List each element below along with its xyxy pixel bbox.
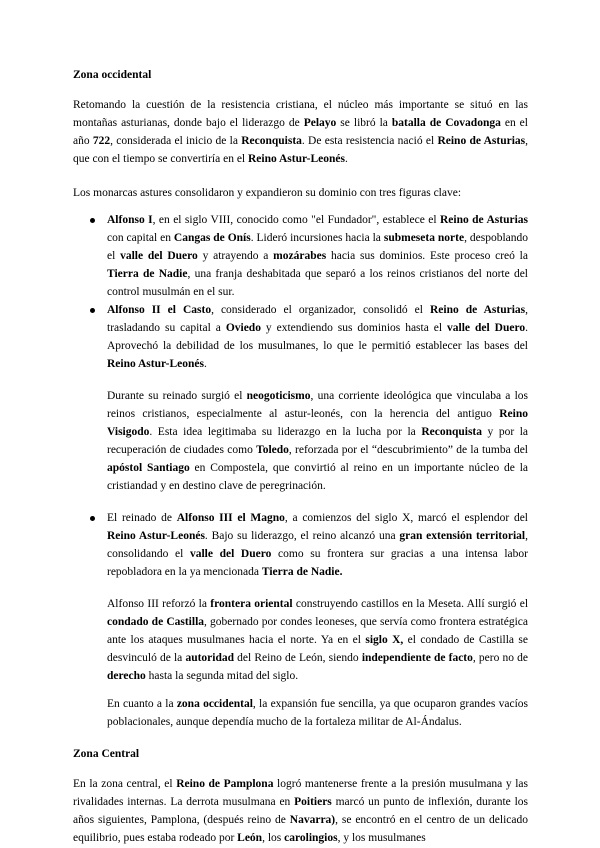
text-run: . Esta idea legitimaba su liderazgo en la lucha por la	[149, 426, 422, 438]
text-run: , gobernado por condes leoneses, que servía como frontera estratégica ante los ataques musulmanes hacia el norte. Ya en el	[107, 616, 528, 646]
bold-text: Reconquista	[241, 135, 302, 147]
neogoticismo-paragraph	[107, 387, 528, 495]
text-run: , reforzada por el “descubrimiento” de la tumba del	[288, 444, 529, 456]
bold-text: autoridad	[185, 652, 235, 664]
list-item-alfonso-ii	[73, 301, 528, 373]
list-item-text	[107, 301, 528, 373]
list-item-alfonso-iii	[73, 509, 528, 581]
heading-zona-occidental: Zona occidental	[73, 69, 152, 81]
kings-list	[73, 211, 528, 373]
bold-text: mozárabes	[273, 250, 327, 262]
text-run: El reinado de	[107, 512, 177, 524]
bold-text: Tierra de Nadie.	[261, 566, 343, 578]
text-run: . Lideró incursiones hacia la	[250, 232, 384, 244]
text-run: y extendiendo sus dominios hasta el	[260, 322, 448, 334]
bold-text: Reino Astur-Leonés	[107, 530, 205, 542]
text-run: , una franja deshabitada que separó a los reinos cristianos del norte del control musulmán en el sur.	[107, 268, 528, 298]
zona-occidental-expansion-paragraph	[107, 695, 528, 731]
text-run: , se encontró en el centro de un delicado equilibrio, pues estaba rodeado por	[73, 814, 528, 844]
text-run: . Aprovechó la debilidad de los musulmanes, lo que le permitió establecer las bases del	[107, 322, 528, 352]
text-run: .	[204, 358, 207, 370]
text-run: , consolidando el	[107, 530, 528, 560]
bold-text: Poitiers	[294, 796, 332, 808]
text-run: , trasladando su capital a	[107, 304, 528, 334]
bold-text: 722	[92, 135, 111, 147]
text-run: En la zona central, el	[73, 778, 177, 790]
heading-zona-central: Zona Central	[73, 748, 140, 760]
bold-text: neogoticismo	[246, 390, 311, 402]
bold-text: gran extensión territorial	[399, 530, 526, 542]
bold-text: Alfonso I	[107, 214, 153, 226]
bold-text: valle del Duero	[189, 548, 272, 560]
text-run: en el año	[73, 117, 528, 147]
bold-text: Reino de Pamplona	[176, 778, 274, 790]
text-run: , y los musulmanes	[337, 832, 426, 844]
text-run: , a comienzos del siglo X, marcó el esplendor del	[284, 512, 528, 524]
text-run: el condado de Castilla se desvinculó de la	[107, 634, 528, 664]
bold-text: Reino Visigodo	[107, 408, 528, 438]
text-run: , despoblando el	[107, 232, 529, 262]
text-run: se libró la	[336, 117, 392, 129]
text-run: marcó un punto de inflexión, durante los años siguientes, Pamplona, (después reino de	[73, 796, 528, 826]
bold-text: derecho	[107, 670, 146, 682]
bold-text: Cangas de Onís	[173, 232, 251, 244]
text-run: logró mantenerse frente a la presión musulmana y las rivalidades internas. La derrota musulmana en	[73, 778, 528, 808]
bold-text: submeseta norte	[383, 232, 465, 244]
bold-text: siglo X,	[365, 634, 404, 646]
text-run: construyendo castillos en la Meseta. Allí surgió el	[292, 598, 529, 610]
bold-text: batalla de Covadonga	[391, 117, 501, 129]
text-run: del Reino de León, siendo	[234, 652, 362, 664]
text-run: , la expansión fue sencilla, ya que ocuparon grandes vacíos poblacionales, aunque dependía mucho de la fortaleza militar de Al-Ándalus.	[107, 698, 529, 728]
bold-text: apóstol Santiago	[107, 462, 190, 474]
text-run: , pero no de	[472, 652, 528, 664]
bold-text: León	[237, 832, 263, 844]
text-run: , considerada el inicio de la	[110, 135, 242, 147]
bullet-icon	[90, 308, 95, 313]
bold-text: Alfonso II el Casto	[107, 304, 212, 316]
bold-text: valle del Duero	[447, 322, 526, 334]
intro-paragraph	[73, 96, 528, 168]
bullet-icon	[90, 218, 95, 223]
bold-text: condado de Castilla	[107, 616, 205, 628]
bold-text: Tierra de Nadie	[107, 268, 188, 280]
bold-text: Navarra)	[289, 814, 336, 826]
bold-text: Toledo	[256, 444, 289, 456]
text-run: , una corriente ideológica que vinculaba a los reinos cristianos, especialmente al astur-leonés, con la herencia del antiguo	[107, 390, 528, 420]
text-run: . Bajo su liderazgo, el reino alcanzó una	[204, 530, 400, 542]
bold-text: carolingios	[284, 832, 338, 844]
bold-text: frontera oriental	[210, 598, 293, 610]
text-run: en Compostela, que convirtió al reino en un importante núcleo de la cristiandad y en destino clave de peregrinación.	[107, 462, 528, 492]
bold-text: Reconquista	[421, 426, 483, 438]
bold-text: Pelayo	[303, 117, 337, 129]
text-run: , que con el tiempo se convertiría en el	[73, 135, 528, 165]
text-run: hasta la segunda mitad del siglo.	[145, 670, 299, 682]
text-run: y atrayendo a	[197, 250, 274, 262]
bold-text: Oviedo	[225, 322, 261, 334]
text-run: con capital en	[107, 232, 174, 244]
text-run: . De esta resistencia nació el	[301, 135, 438, 147]
text-run: Durante su reinado surgió el	[107, 390, 247, 402]
text-run: Retomando la cuestión de la resistencia cristiana, el núcleo más importante se situó en las montañas asturianas, donde bajo el liderazgo de	[73, 99, 528, 129]
text-run: , en el siglo VIII, conocido como "el Fundador", establece el	[152, 214, 440, 226]
bullet-icon	[90, 516, 95, 521]
text-run: Alfonso III reforzó la	[107, 598, 211, 610]
monarcas-intro-paragraph	[73, 184, 528, 202]
kings-list-continued	[73, 509, 528, 581]
text-run: .	[345, 153, 348, 165]
list-item-text	[107, 509, 528, 581]
bold-text: valle del Duero	[120, 250, 198, 262]
list-item-alfonso-i	[73, 211, 528, 301]
bold-text: independiente de facto	[361, 652, 473, 664]
text-run: En cuanto a la	[107, 698, 177, 710]
text-run: , considerado el organizador, consolidó el	[211, 304, 430, 316]
bold-text: Reino de Asturias	[439, 214, 528, 226]
text-run: hacia sus dominios. Este proceso creó la	[326, 250, 528, 262]
bold-text: Alfonso III el Magno	[176, 512, 285, 524]
list-item-text	[107, 211, 528, 301]
bold-text: Reino de Asturias	[437, 135, 526, 147]
bold-text: Reino de Asturias	[429, 304, 526, 316]
text-run: Los monarcas astures consolidaron y expandieron su dominio con tres figuras clave:	[73, 187, 462, 199]
bold-text: Reino Astur-Leonés	[107, 358, 205, 370]
bold-text: zona occidental	[176, 698, 253, 710]
zona-central-paragraph	[73, 775, 528, 847]
frontera-oriental-paragraph	[107, 595, 528, 685]
text-run: y por la recuperación de ciudades como	[107, 426, 528, 456]
text-run: como su frontera sur gracias a una intensa labor repobladora en la ya mencionada	[107, 548, 528, 578]
text-run: , los	[262, 832, 285, 844]
bold-text: Reino Astur-Leonés	[248, 153, 346, 165]
